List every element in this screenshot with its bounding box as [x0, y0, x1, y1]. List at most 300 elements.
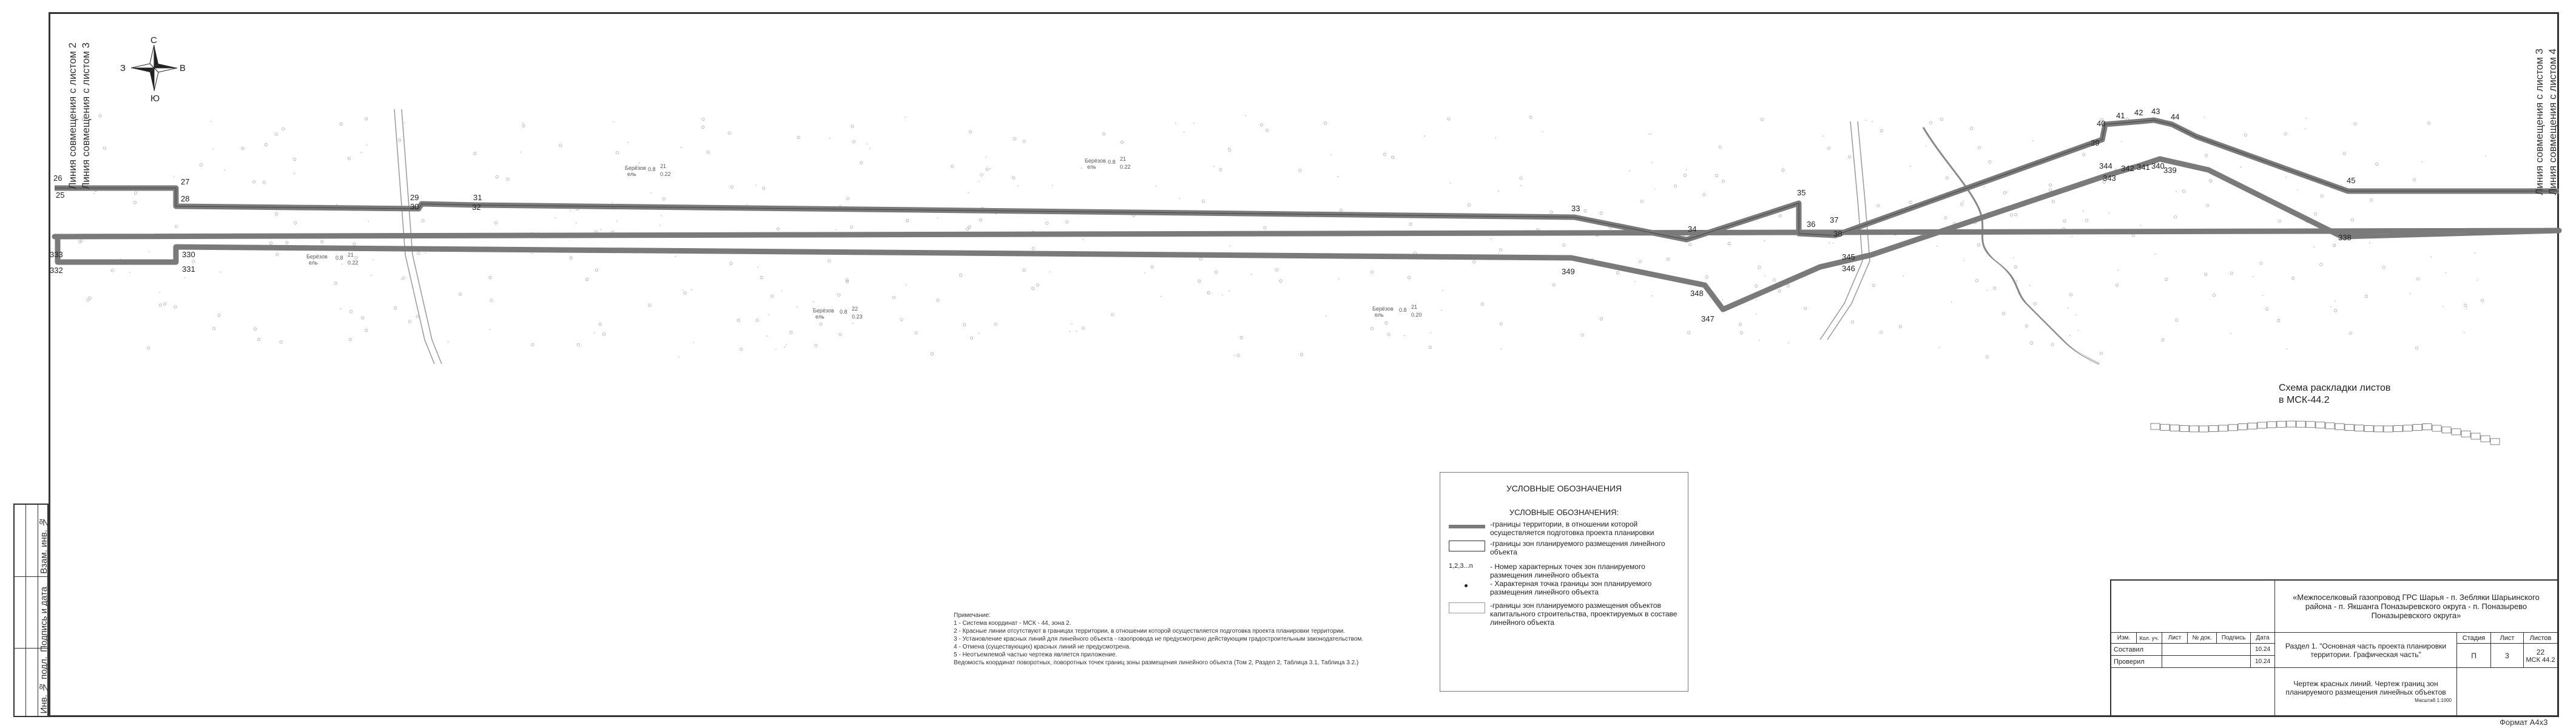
dot-symbol [639, 163, 640, 164]
tree-symbol [980, 174, 983, 176]
tree-symbol [1275, 269, 1278, 271]
svg-text:0.22: 0.22 [660, 171, 671, 177]
compass-west-label: З [120, 63, 126, 73]
dot-symbol [1910, 166, 1911, 167]
scheme-sheet-cell [2364, 426, 2373, 432]
tree-symbol [1198, 280, 1201, 282]
point-41: 41 [2116, 111, 2125, 120]
dot-symbol [2083, 211, 2084, 212]
dot-symbol [1161, 296, 1162, 297]
tree-symbol [979, 218, 982, 221]
svg-text:ель: ель [1375, 312, 1384, 318]
point-28: 28 [181, 194, 190, 203]
tree-symbol [969, 130, 972, 133]
tree-symbol [159, 304, 161, 306]
dot-symbol [797, 306, 798, 308]
dot-symbol [1501, 348, 1502, 349]
svg-text:0.8: 0.8 [1399, 307, 1407, 313]
tree-symbol [1616, 271, 1619, 274]
legend-subtitle: УСЛОВНЫЕ ОБОЗНАЧЕНИЯ: [1509, 508, 1619, 517]
dot-symbol [1229, 291, 1230, 292]
tree-symbol [2205, 154, 2208, 157]
dot-symbol [1764, 240, 1765, 241]
dot-symbol [1499, 253, 1500, 254]
point-339: 339 [2163, 166, 2177, 175]
tree-symbol [1013, 138, 1016, 140]
dot-symbol [2230, 333, 2231, 334]
dot-symbol [2069, 335, 2071, 336]
dot-symbol [94, 193, 95, 194]
tree-symbol [402, 277, 405, 279]
dot-symbol [1756, 300, 1757, 301]
svg-text:Берёзов: Берёзов [306, 254, 328, 260]
match-line-left-1: Линия совмещения с листом 2 [67, 42, 78, 189]
dot-symbol [336, 204, 337, 205]
tree-symbol [2210, 180, 2212, 182]
dot-symbol [1498, 190, 1499, 192]
scheme-sheet-cell [2267, 422, 2276, 428]
tree-symbol [1553, 284, 1555, 286]
tb-header-data: Дата [2251, 633, 2275, 644]
dot-symbol [2140, 225, 2142, 226]
tree-symbol [595, 269, 598, 271]
dot-symbol [600, 229, 601, 231]
scheme-sheet-cell [2306, 422, 2315, 428]
point-342: 342 [2121, 164, 2134, 173]
tree-symbol [1324, 122, 1327, 124]
tb-role-compiled: Составил [2111, 644, 2162, 656]
dot-symbol [2477, 280, 2478, 281]
tree-symbol [1264, 226, 1266, 229]
svg-text:0.23: 0.23 [852, 314, 863, 320]
tb-header-ndok: № док. [2188, 633, 2217, 644]
tree-symbol [1804, 307, 1807, 309]
dot-symbol [829, 138, 831, 139]
dot-symbol [1650, 133, 1651, 135]
tree-symbol [2014, 213, 2017, 215]
tree-symbol [2260, 262, 2262, 265]
tree-symbol [1782, 169, 1784, 171]
dot-symbol [448, 342, 449, 343]
tree-symbol [1944, 217, 1947, 219]
tree-symbol [2085, 219, 2088, 221]
dot-symbol [2253, 276, 2254, 277]
tree-symbol [218, 314, 220, 316]
tree-symbol [1761, 118, 1763, 121]
scheme-sheet-cell [2209, 426, 2218, 432]
tree-symbol [730, 262, 732, 265]
tree-symbol [970, 337, 973, 339]
tree-symbol [1219, 168, 1222, 170]
match-line-right-1: Линия совмещения с листом 3 [2534, 49, 2545, 195]
dot-symbol [1184, 132, 1185, 133]
dot-symbol [1651, 162, 1653, 163]
svg-text:21: 21 [348, 252, 354, 258]
dot-symbol [786, 344, 787, 345]
note-line: 2 - Красные линии отсутствуют в границах территории, в отношении которой осуществляется подготовка проекта планировки территории. [954, 628, 1345, 635]
tree-symbol [1994, 287, 1996, 289]
dot-symbol [401, 278, 402, 280]
tree-symbol [294, 158, 296, 160]
tree-symbol [334, 282, 337, 285]
sheet-layout-scheme [2151, 421, 2500, 445]
point-29: 29 [410, 193, 419, 202]
tree-symbol [490, 299, 493, 302]
tree-symbol [1280, 280, 1282, 282]
dot-symbol [2176, 191, 2177, 192]
tree-symbol [276, 253, 278, 255]
tree-symbol [1499, 249, 1502, 251]
dot-symbol [1829, 242, 1830, 243]
dot-symbol [520, 152, 521, 153]
tree-symbol [349, 311, 352, 313]
scheme-sheet-cell [2384, 426, 2393, 432]
dot-symbol [361, 152, 362, 153]
dot-symbol [2076, 314, 2077, 315]
dot-symbol [340, 308, 342, 309]
tree-symbol [163, 303, 166, 305]
dot-symbol [2285, 177, 2287, 178]
tree-symbol [1705, 275, 1708, 278]
dot-symbol [1951, 302, 1952, 303]
dot-symbol [371, 275, 372, 276]
tree-symbol [760, 276, 763, 278]
tree-symbol [2265, 308, 2268, 310]
tree-symbol [2003, 312, 2005, 315]
dot-symbol [990, 168, 991, 169]
scheme-sheet-cell [2335, 423, 2344, 430]
tree-symbol [2183, 190, 2185, 192]
tree-symbol [577, 343, 579, 346]
tree-symbol [269, 242, 272, 244]
tb-role-checked: Проверил [2111, 656, 2162, 668]
tree-symbol [1849, 156, 1851, 158]
tree-symbol [1429, 346, 1431, 348]
tree-symbol [2320, 263, 2322, 266]
tree-symbol [2069, 294, 2072, 296]
dot-symbol [755, 184, 757, 186]
dot-symbol [1629, 170, 1630, 172]
dot-symbol [1245, 115, 1246, 116]
tree-symbol [2417, 278, 2419, 280]
dot-symbol [979, 181, 980, 182]
tree-symbol [1121, 141, 1123, 143]
tree-symbol [1036, 284, 1039, 286]
dot-symbol [2466, 308, 2467, 309]
tree-symbol [489, 276, 491, 278]
tree-symbol [1563, 244, 1565, 246]
tree-symbol [771, 295, 774, 297]
tree-symbol [394, 306, 396, 309]
tree-symbol [2427, 122, 2430, 124]
tree-symbol [408, 320, 411, 323]
tree-symbol [349, 338, 351, 340]
tree-symbol [820, 323, 822, 325]
dot-symbol [1404, 335, 1405, 336]
tree-symbol [494, 221, 497, 224]
dot-symbol [1756, 314, 1757, 315]
planning-territory-boundary [55, 120, 2559, 309]
scheme-sheet-cell [2374, 426, 2383, 432]
dot-symbol [1076, 331, 1077, 332]
scheme-sheet-cell [2442, 427, 2451, 433]
tree-symbol [1299, 169, 1301, 172]
tree-symbol [507, 178, 509, 180]
forest-label-3 [306, 252, 359, 266]
tree-symbol [1468, 203, 1470, 206]
dot-symbol [1070, 331, 1071, 332]
svg-text:ель: ель [309, 260, 318, 266]
tree-symbol [2315, 213, 2317, 215]
tree-symbol [496, 175, 498, 178]
tree-symbol [1520, 177, 1522, 180]
dot-symbol [1222, 295, 1223, 296]
tree-symbol [1371, 271, 1374, 273]
svg-text:ель: ель [627, 171, 636, 177]
tree-symbol [355, 257, 357, 259]
tree-symbol [906, 219, 909, 221]
tb-drawing-cell [2275, 668, 2457, 717]
dot-symbol [368, 221, 369, 222]
tree-symbol [1240, 336, 1242, 339]
tree-symbol [1500, 323, 1502, 325]
point-33: 33 [1571, 204, 1580, 213]
tree-symbol [2162, 339, 2164, 341]
tree-symbol [790, 331, 792, 334]
dot-symbol [768, 314, 769, 315]
dot-symbol [1156, 186, 1157, 187]
dot-symbol [612, 202, 613, 203]
dot-symbol [784, 346, 786, 348]
tree-symbol [649, 304, 651, 306]
point-347: 347 [1701, 314, 1715, 323]
dot-symbol [1788, 342, 1789, 343]
tree-symbol [2351, 218, 2353, 221]
dot-symbol [1442, 290, 1443, 291]
tree-symbol [963, 323, 965, 326]
tree-symbol [2343, 152, 2345, 155]
scheme-sheet-cell [2228, 425, 2237, 431]
dot-symbol [1542, 131, 1543, 132]
tree-symbol [1387, 333, 1390, 335]
tree-symbol [2205, 273, 2207, 275]
dot-symbol [129, 272, 130, 273]
tree-symbol [1409, 223, 1412, 225]
dot-symbol [160, 292, 161, 293]
point-27: 27 [181, 177, 190, 186]
dot-symbol [2421, 161, 2423, 163]
dot-symbol [2314, 246, 2315, 248]
scheme-sheet-cell [2277, 421, 2286, 427]
tree-symbol [474, 152, 476, 155]
tree-symbol [103, 147, 106, 149]
dot-symbol [869, 148, 871, 149]
compass-north-label: С [150, 35, 157, 46]
tree-symbol [2116, 284, 2118, 286]
dot-symbol [555, 218, 556, 219]
dot-symbol [2430, 257, 2432, 258]
title-block [2110, 579, 2559, 717]
tree-symbol [2025, 325, 2028, 327]
tree-symbol [2051, 343, 2054, 346]
tree-symbol [2049, 184, 2051, 186]
svg-text:0.8: 0.8 [335, 255, 343, 261]
tree-symbol [2334, 309, 2336, 312]
dot-symbol [1903, 275, 1904, 277]
dot-symbol [1634, 281, 1636, 282]
tree-symbol [1674, 185, 1676, 187]
tree-symbol [174, 306, 177, 308]
scheme-sheet-cell [2287, 421, 2296, 427]
tree-symbol [2132, 234, 2134, 237]
forest-label-1 [625, 163, 671, 177]
tb-header-kol: Кол. уч. [2137, 633, 2162, 644]
tree-symbol [860, 161, 862, 164]
dot-symbol [576, 223, 577, 224]
dot-symbol [2443, 306, 2444, 307]
svg-text:Берёзов: Берёзов [813, 308, 834, 314]
tree-symbol [2333, 244, 2336, 246]
tree-symbol [586, 278, 588, 280]
point-40: 40 [2097, 119, 2106, 128]
tree-symbol [1688, 331, 1690, 334]
scheme-sheet-cell [2151, 423, 2160, 430]
tree-symbol [265, 143, 267, 146]
dot-symbol [1326, 315, 1327, 316]
tree-symbol [2284, 133, 2287, 135]
svg-text:ель: ель [1087, 164, 1096, 170]
tree-symbol [200, 163, 202, 166]
tree-symbol [1151, 266, 1153, 268]
scheme-sheet-cell [2413, 425, 2422, 431]
dot-symbol [2335, 300, 2336, 302]
svg-text:Берёзов: Берёзов [1372, 306, 1394, 312]
dot-symbol [678, 357, 679, 358]
dot-symbol [1193, 123, 1195, 124]
tree-symbol [740, 348, 743, 351]
point-348: 348 [1690, 289, 1704, 298]
dot-symbol [2446, 272, 2447, 273]
tree-symbol [1260, 124, 1263, 126]
point-38: 38 [1833, 229, 1843, 238]
dot-symbol [2262, 295, 2264, 296]
dot-symbol [758, 266, 759, 268]
tree-symbol [1703, 194, 1705, 196]
tree-symbol [900, 318, 903, 321]
tree-symbol [797, 136, 800, 138]
tree-symbol [348, 157, 350, 160]
tree-symbol [282, 128, 285, 130]
scheme-caption [2279, 382, 2390, 406]
tree-symbol [2349, 332, 2352, 334]
dot-symbol [1722, 300, 1723, 301]
dot-symbol [1759, 340, 1760, 341]
tb-scale: Масштаб 1:1000 [2415, 698, 2452, 703]
tree-symbol [851, 226, 853, 228]
svg-text:0.22: 0.22 [348, 260, 359, 266]
dot-symbol [1654, 189, 1656, 190]
dot-symbol [2071, 236, 2072, 237]
dot-symbol [616, 221, 618, 222]
match-line-right-2: Линия совмещения с листом 4 [2547, 49, 2558, 195]
svg-text:Берёзов: Берёзов [1085, 158, 1106, 164]
tree-symbol [1779, 215, 1781, 217]
tree-symbol [1716, 174, 1718, 177]
tree-symbol [1408, 276, 1410, 278]
tree-symbol [1383, 153, 1386, 155]
tree-symbol [353, 243, 356, 245]
dot-symbol [489, 329, 490, 330]
tb-stage: П [2457, 644, 2491, 668]
note-line: Ведомость координат поворотных, поворотных точек границ зоны размещения линейного объекта (Том 2, Раздел 2, Таблица 3.1, Таблица 3.2.) [954, 659, 1359, 666]
tree-symbol [2413, 178, 2415, 181]
dot-symbol [650, 192, 652, 194]
dot-symbol [1984, 186, 1985, 187]
tree-symbol [1550, 211, 1553, 214]
tree-symbol [986, 168, 988, 170]
tree-symbol [2292, 277, 2294, 279]
tree-symbol [1600, 317, 1602, 320]
tree-symbol [531, 343, 534, 346]
tree-symbol [1880, 129, 1883, 132]
tree-symbol [1529, 116, 1532, 118]
tree-symbol [1946, 177, 1948, 179]
dot-symbol [2305, 128, 2306, 129]
tree-symbol [213, 328, 215, 330]
stamp-replace-inv: Взам. инв. № [39, 517, 49, 574]
svg-text:22: 22 [852, 306, 858, 312]
tree-symbol [280, 341, 282, 343]
dot-symbol [1939, 347, 1940, 348]
tree-symbol [362, 317, 364, 319]
dot-symbol [2203, 116, 2205, 118]
point-42: 42 [2134, 108, 2143, 117]
point-43: 43 [2151, 107, 2160, 116]
tree-symbol [263, 181, 265, 184]
tree-symbol [1473, 261, 1475, 263]
svg-text:0.8: 0.8 [648, 166, 656, 172]
dot-symbol [2078, 330, 2079, 331]
dot-symbol [1144, 272, 1145, 274]
tree-symbol [852, 140, 855, 143]
dot-symbol [979, 333, 980, 334]
tree-symbol [1371, 328, 1374, 330]
tree-symbol [275, 133, 277, 135]
dot-symbol [1872, 121, 1873, 122]
tree-symbol [2244, 134, 2247, 136]
dot-symbol [2464, 332, 2465, 333]
tree-symbol [1960, 203, 1963, 205]
tree-symbol [417, 252, 420, 255]
tree-symbol [135, 192, 137, 194]
scheme-sheet-cell [2471, 433, 2480, 439]
tree-symbol [966, 228, 969, 230]
tree-symbol [1971, 127, 1973, 129]
svg-text:ель: ель [815, 314, 824, 320]
legend-title: УСЛОВНЫЕ ОБОЗНАЧЕНИЯ [1506, 484, 1622, 493]
point-34: 34 [1688, 224, 1697, 234]
tree-symbol [2279, 220, 2281, 223]
tree-symbol [1481, 303, 1483, 305]
tree-symbol [1237, 354, 1239, 356]
tree-symbol [815, 344, 817, 346]
dot-symbol [1234, 355, 1235, 356]
tree-symbol [702, 118, 704, 121]
tree-symbol [730, 186, 733, 188]
point-25: 25 [56, 190, 65, 200]
tb-date-2: 10.24 [2251, 656, 2275, 668]
dot-symbol [1330, 155, 1332, 156]
